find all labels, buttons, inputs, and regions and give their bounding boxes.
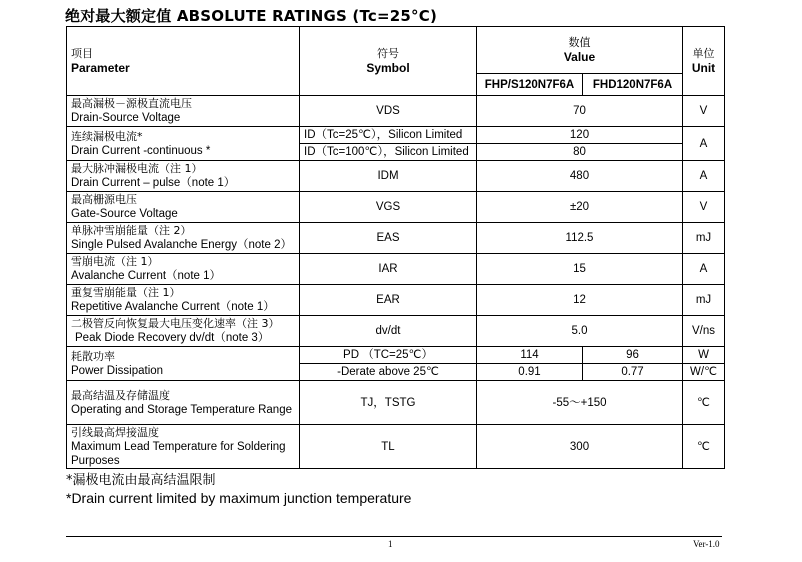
header-value-zh: 数值 xyxy=(568,36,591,49)
symbol-vgs: VGS xyxy=(300,192,477,223)
table-row-id-25 xyxy=(67,127,725,144)
unit-iar: A xyxy=(683,254,725,285)
symbol-pd: PD （TC=25℃） xyxy=(300,347,477,364)
header-unit-en: Unit xyxy=(691,61,716,75)
param-iar-zh: 雪崩电流（注 1） xyxy=(71,255,159,268)
table-row-eas xyxy=(67,223,725,254)
note-chinese: *漏极电流由最高结温限制 xyxy=(66,473,216,488)
param-dvdt-zh: 二极管反向恢复最大电压变化速率（注 3） xyxy=(71,317,280,330)
param-ear-zh: 重复雪崩能量（注 1） xyxy=(71,286,181,299)
symbol-ear: EAR xyxy=(300,285,477,316)
value-derate-fhd: 0.77 xyxy=(583,364,683,381)
unit-pd: W xyxy=(683,347,725,364)
param-dvdt xyxy=(67,316,300,347)
param-iar-en: Avalanche Current（note 1） xyxy=(71,270,222,282)
symbol-tj: TJ，TSTG xyxy=(300,381,477,425)
param-vgs-en: Gate-Source Voltage xyxy=(71,208,178,220)
table-row-tl xyxy=(67,425,725,469)
param-tj-en: Operating and Storage Temperature Range xyxy=(71,403,292,416)
header-parameter-en: Parameter xyxy=(71,61,130,75)
param-id xyxy=(67,127,300,161)
table-row-idm xyxy=(67,161,725,192)
symbol-id-100: ID（Tc=100℃），Silicon Limited xyxy=(300,144,477,161)
param-id-zh: 连续漏极电流* xyxy=(71,129,143,143)
page-number: 1 xyxy=(388,539,393,549)
header-parameter xyxy=(67,27,300,96)
param-idm-en: Drain Current – pulse（note 1） xyxy=(71,177,236,189)
header-row xyxy=(67,27,725,74)
param-tl-en: Maximum Lead Temperature for Soldering Purposes xyxy=(71,440,286,467)
param-vgs xyxy=(67,192,300,223)
symbol-eas: EAS xyxy=(300,223,477,254)
symbol-iar: IAR xyxy=(300,254,477,285)
header-unit xyxy=(683,27,725,96)
value-vds: 70 xyxy=(477,96,683,127)
unit-idm: A xyxy=(683,161,725,192)
param-idm-zh: 最大脉冲漏极电流（注 1） xyxy=(71,162,203,175)
version-label: Ver-1.0 xyxy=(693,539,720,549)
header-unit-zh: 单位 xyxy=(692,47,715,60)
note-english: *Drain current limited by maximum junction temperature xyxy=(66,490,412,506)
unit-pd-derate: W/℃ xyxy=(683,364,725,381)
param-tj xyxy=(67,381,300,425)
header-value-en: Value xyxy=(563,50,596,64)
value-eas: 112.5 xyxy=(477,223,683,254)
param-vds-en: Drain-Source Voltage xyxy=(71,112,181,124)
unit-dvdt: V/ns xyxy=(683,316,725,347)
value-ear: 12 xyxy=(477,285,683,316)
header-value xyxy=(477,27,683,74)
unit-id: A xyxy=(683,127,725,161)
table-row-tj xyxy=(67,381,725,425)
symbol-tl: TL xyxy=(300,425,477,469)
footer-divider xyxy=(66,536,722,537)
param-tj-zh: 最高结温及存储温度 xyxy=(71,388,170,402)
header-symbol-en: Symbol xyxy=(366,61,410,75)
unit-tj: ℃ xyxy=(683,381,725,425)
symbol-pd-derate: -Derate above 25℃ xyxy=(300,364,477,381)
param-id-en: Drain Current -continuous * xyxy=(71,144,211,157)
param-iar xyxy=(67,254,300,285)
absolute-ratings-table xyxy=(66,26,725,469)
table-row-iar xyxy=(67,254,725,285)
symbol-idm: IDM xyxy=(300,161,477,192)
value-vgs: ±20 xyxy=(477,192,683,223)
header-col-fhd: FHD120N7F6A xyxy=(583,74,683,96)
param-tl xyxy=(67,425,300,469)
param-eas xyxy=(67,223,300,254)
header-symbol-zh: 符号 xyxy=(377,47,399,60)
value-pd-fhp: 114 xyxy=(477,347,583,364)
symbol-id-25: ID（Tc=25℃），Silicon Limited xyxy=(300,127,477,144)
param-eas-en: Single Pulsed Avalanche Energy（note 2） xyxy=(71,239,292,251)
table-row-vds xyxy=(67,96,725,127)
header-col-fhp: FHP/S120N7F6A xyxy=(477,74,583,96)
page-title: 绝对最大额定值 ABSOLUTE RATINGS (Tc=25°C) xyxy=(65,7,438,25)
value-idm: 480 xyxy=(477,161,683,192)
table-row-ear xyxy=(67,285,725,316)
param-dvdt-en: Peak Diode Recovery dv/dt（note 3） xyxy=(75,332,270,344)
unit-eas: mJ xyxy=(683,223,725,254)
value-pd-fhd: 96 xyxy=(583,347,683,364)
header-symbol xyxy=(300,27,477,96)
param-vgs-zh: 最高栅源电压 xyxy=(71,193,137,206)
value-id-100: 80 xyxy=(477,144,683,161)
table-row-vgs xyxy=(67,192,725,223)
table-row-pd xyxy=(67,347,725,364)
param-pd-en: Power Dissipation xyxy=(71,364,164,377)
param-ear xyxy=(67,285,300,316)
param-tl-zh: 引线最高焊接温度 xyxy=(71,425,159,439)
value-derate-fhp: 0.91 xyxy=(477,364,583,381)
param-pd xyxy=(67,347,300,381)
value-tl: 300 xyxy=(477,425,683,469)
header-parameter-zh: 项目 xyxy=(71,47,93,60)
unit-vds: V xyxy=(683,96,725,127)
value-id-25: 120 xyxy=(477,127,683,144)
value-dvdt: 5.0 xyxy=(477,316,683,347)
param-vds xyxy=(67,96,300,127)
symbol-dvdt: dv/dt xyxy=(300,316,477,347)
param-ear-en: Repetitive Avalanche Current（note 1） xyxy=(71,301,275,313)
param-vds-zh: 最高漏极－源极直流电压 xyxy=(71,97,192,110)
table-row-dvdt xyxy=(67,316,725,347)
unit-tl: ℃ xyxy=(683,425,725,469)
param-eas-zh: 单脉冲雪崩能量（注 2） xyxy=(71,224,192,237)
unit-vgs: V xyxy=(683,192,725,223)
param-pd-zh: 耗散功率 xyxy=(71,349,115,363)
param-idm xyxy=(67,161,300,192)
unit-ear: mJ xyxy=(683,285,725,316)
symbol-vds: VDS xyxy=(300,96,477,127)
value-tj: -55～+150 xyxy=(477,381,683,425)
value-iar: 15 xyxy=(477,254,683,285)
